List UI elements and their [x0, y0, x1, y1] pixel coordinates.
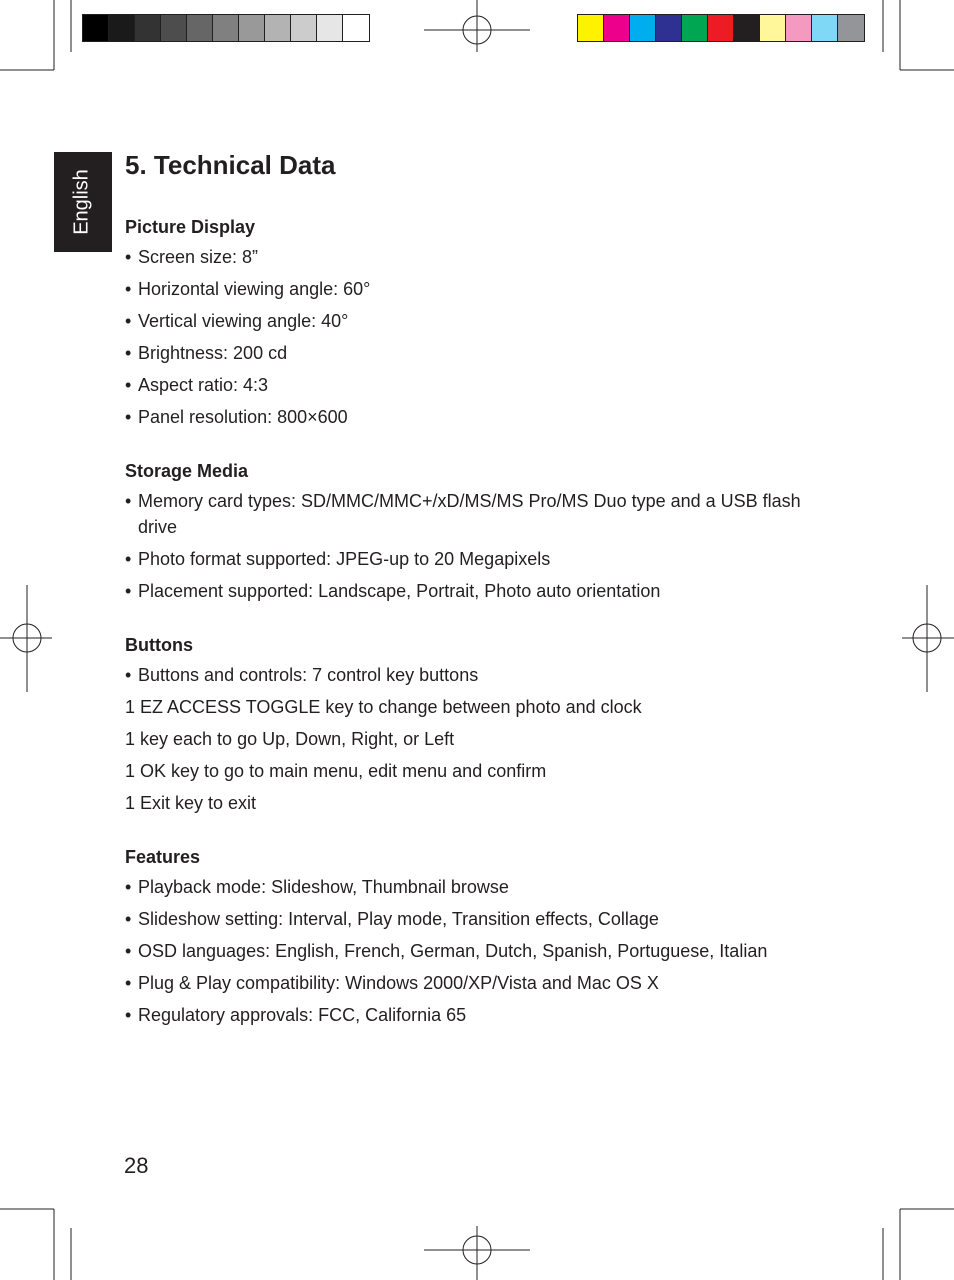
language-tab [54, 152, 112, 252]
section-heading: Picture Display [125, 217, 256, 237]
spec-item: • Aspect ratio: 4:3 [125, 372, 825, 398]
color-swatch [734, 15, 760, 41]
section-buttons [125, 634, 825, 816]
color-swatch [708, 15, 734, 41]
section-storage-media [125, 460, 825, 604]
color-swatch [682, 15, 708, 41]
spec-item: • Buttons and controls: 7 control key buttons [125, 662, 825, 688]
section-heading: Storage Media [125, 461, 249, 481]
color-swatch [604, 15, 630, 41]
spec-item: • Horizontal viewing angle: 60° [125, 276, 825, 302]
color-swatch [213, 15, 239, 41]
spec-list [125, 662, 825, 816]
color-swatch [109, 15, 135, 41]
section-heading: Features [125, 847, 201, 867]
page-title: 5. Technical Data [125, 150, 336, 180]
spec-item: • Regulatory approvals: FCC, California 65 [125, 1002, 825, 1028]
spec-item: 1 EZ ACCESS TOGGLE key to change between photo and clock [125, 697, 642, 717]
color-swatch [187, 15, 213, 41]
spec-item: • Panel resolution: 800×600 [125, 404, 825, 430]
color-swatch [656, 15, 682, 41]
spec-item: • Vertical viewing angle: 40° [125, 308, 825, 334]
spec-list [125, 244, 825, 430]
page-number: 28 [124, 1153, 149, 1178]
spec-item: 1 key each to go Up, Down, Right, or Left [125, 729, 455, 749]
color-swatch [838, 15, 864, 41]
spec-item: 1 OK key to go to main menu, edit menu and confirm [125, 761, 547, 781]
spec-item: • Slideshow setting: Interval, Play mode, Transition effects, Collage [125, 906, 825, 932]
color-swatch [265, 15, 291, 41]
process-color-bar [577, 14, 865, 42]
spec-list [125, 488, 825, 604]
color-swatch [343, 15, 369, 41]
spec-item: • Playback mode: Slideshow, Thumbnail browse [125, 874, 825, 900]
color-swatch [760, 15, 786, 41]
spec-item: • Photo format supported: JPEG-up to 20 Megapixels [125, 546, 825, 572]
spec-list [125, 874, 825, 1028]
spec-item: • Brightness: 200 cd [125, 340, 825, 366]
spec-item: • Plug & Play compatibility: Windows 2000/XP/Vista and Mac OS X [125, 970, 825, 996]
spec-item: • Placement supported: Landscape, Portrait, Photo auto orientation [125, 578, 825, 604]
color-swatch [161, 15, 187, 41]
spec-item: 1 Exit key to exit [125, 793, 257, 813]
color-swatch [786, 15, 812, 41]
color-swatch [291, 15, 317, 41]
section-features [125, 846, 825, 1028]
grayscale-color-bar [82, 14, 370, 42]
color-swatch [812, 15, 838, 41]
color-swatch [135, 15, 161, 41]
color-swatch [578, 15, 604, 41]
color-swatch [239, 15, 265, 41]
color-swatch [83, 15, 109, 41]
spec-item: • Screen size: 8” [125, 244, 825, 270]
language-tab-label: English [70, 169, 93, 235]
color-swatch [630, 15, 656, 41]
section-picture-display [125, 216, 825, 430]
section-heading: Buttons [125, 635, 193, 655]
spec-item: • Memory card types: SD/MMC/MMC+/xD/MS/MS Pro/MS Duo type and a USB flash drive [125, 488, 825, 540]
color-swatch [317, 15, 343, 41]
technical-data-content [125, 148, 825, 1028]
spec-item: • OSD languages: English, French, German, Dutch, Spanish, Portuguese, Italian [125, 938, 825, 964]
